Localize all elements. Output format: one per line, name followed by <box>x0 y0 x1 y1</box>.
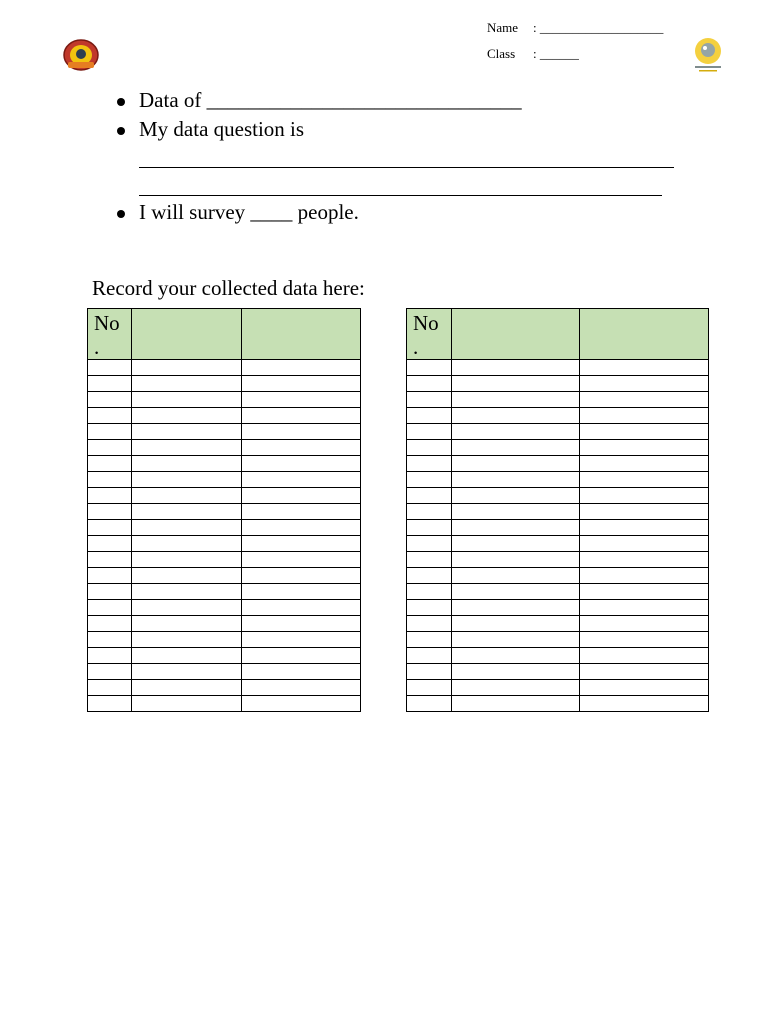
table-row <box>407 504 709 520</box>
table-cell[interactable] <box>580 376 709 392</box>
table-cell[interactable] <box>242 392 361 408</box>
table-cell[interactable] <box>452 552 580 568</box>
table-cell[interactable] <box>88 472 132 488</box>
table-row <box>88 440 361 456</box>
table-cell[interactable] <box>580 456 709 472</box>
table-cell[interactable] <box>580 568 709 584</box>
table-cell[interactable] <box>407 648 452 664</box>
table-cell[interactable] <box>452 664 580 680</box>
table-cell[interactable] <box>242 536 361 552</box>
table-row <box>88 408 361 424</box>
bullet-text: I will survey ____ people. <box>139 200 359 224</box>
table-cell[interactable] <box>407 584 452 600</box>
table-cell[interactable] <box>452 696 580 712</box>
table-row <box>88 696 361 712</box>
table-cell[interactable] <box>88 488 132 504</box>
table-cell[interactable] <box>242 504 361 520</box>
answer-line[interactable] <box>139 167 674 168</box>
table-cell[interactable] <box>242 456 361 472</box>
table-row <box>88 360 361 376</box>
table-cell[interactable] <box>452 520 580 536</box>
table-header-col2[interactable] <box>132 309 242 360</box>
table-cell[interactable] <box>580 664 709 680</box>
bullet-icon <box>117 127 125 135</box>
table-cell[interactable] <box>242 488 361 504</box>
table-cell[interactable] <box>407 520 452 536</box>
table-cell[interactable] <box>580 472 709 488</box>
table-cell[interactable] <box>580 488 709 504</box>
table-cell[interactable] <box>132 424 242 440</box>
table-row <box>88 488 361 504</box>
table-row <box>407 648 709 664</box>
table-cell[interactable] <box>580 648 709 664</box>
table-cell[interactable] <box>407 616 452 632</box>
table-cell[interactable] <box>580 552 709 568</box>
table-row <box>407 680 709 696</box>
table-cell[interactable] <box>452 616 580 632</box>
table-cell[interactable] <box>407 392 452 408</box>
table-cell[interactable] <box>132 664 242 680</box>
bullet-data-of <box>139 88 522 113</box>
table-row <box>88 552 361 568</box>
table-row <box>88 680 361 696</box>
table-cell[interactable] <box>580 424 709 440</box>
table-row <box>407 696 709 712</box>
table-cell[interactable] <box>132 616 242 632</box>
table-cell[interactable] <box>452 440 580 456</box>
table-cell[interactable] <box>452 488 580 504</box>
table-cell[interactable] <box>132 440 242 456</box>
table-cell[interactable] <box>242 648 361 664</box>
table-cell[interactable] <box>242 424 361 440</box>
table-cell[interactable] <box>88 456 132 472</box>
table-cell[interactable] <box>407 696 452 712</box>
table-cell[interactable] <box>88 696 132 712</box>
table-row <box>407 520 709 536</box>
table-row <box>88 472 361 488</box>
class-field[interactable] <box>487 46 579 62</box>
table-row <box>88 456 361 472</box>
table-cell[interactable] <box>132 488 242 504</box>
table-cell[interactable] <box>88 648 132 664</box>
table-cell[interactable] <box>407 552 452 568</box>
table-cell[interactable] <box>88 376 132 392</box>
table-cell[interactable] <box>452 408 580 424</box>
table-row <box>407 536 709 552</box>
table-cell[interactable] <box>132 632 242 648</box>
table-cell[interactable] <box>88 600 132 616</box>
table-row <box>407 584 709 600</box>
table-cell[interactable] <box>452 376 580 392</box>
table-cell[interactable] <box>242 520 361 536</box>
table-cell[interactable] <box>132 584 242 600</box>
table-header-row <box>407 309 709 360</box>
table-cell[interactable] <box>132 680 242 696</box>
answer-line[interactable] <box>139 195 662 196</box>
table-cell[interactable] <box>88 664 132 680</box>
table-cell[interactable] <box>132 392 242 408</box>
table-cell[interactable] <box>242 440 361 456</box>
table-cell[interactable] <box>580 680 709 696</box>
school-program-logo <box>690 36 726 74</box>
table-row <box>407 488 709 504</box>
table-cell[interactable] <box>580 600 709 616</box>
table-cell[interactable] <box>580 408 709 424</box>
table-cell[interactable] <box>88 392 132 408</box>
table-cell[interactable] <box>88 552 132 568</box>
table-row <box>407 568 709 584</box>
table-cell[interactable] <box>242 600 361 616</box>
school-crest-logo <box>62 38 100 72</box>
table-cell[interactable] <box>242 408 361 424</box>
table-cell[interactable] <box>407 408 452 424</box>
table-row <box>407 456 709 472</box>
table-cell[interactable] <box>452 360 580 376</box>
table-row <box>407 552 709 568</box>
name-label: Name <box>487 20 519 35</box>
table-row <box>88 600 361 616</box>
table-header-col3[interactable] <box>580 309 709 360</box>
table-cell[interactable] <box>242 568 361 584</box>
table-cell[interactable] <box>88 520 132 536</box>
table-cell[interactable] <box>407 632 452 648</box>
table-header-row <box>88 309 361 360</box>
table-cell[interactable] <box>452 504 580 520</box>
table-cell[interactable] <box>132 504 242 520</box>
table-cell[interactable] <box>452 392 580 408</box>
table-row <box>88 616 361 632</box>
table-cell[interactable] <box>407 568 452 584</box>
table-row <box>407 440 709 456</box>
table-cell[interactable] <box>580 392 709 408</box>
table-cell[interactable] <box>132 552 242 568</box>
table-cell[interactable] <box>132 568 242 584</box>
table-cell[interactable] <box>580 440 709 456</box>
table-cell[interactable] <box>452 536 580 552</box>
table-cell[interactable] <box>242 616 361 632</box>
table-cell[interactable] <box>407 680 452 696</box>
table-row <box>407 424 709 440</box>
table-cell[interactable] <box>452 648 580 664</box>
table-body-left <box>88 360 361 712</box>
table-cell[interactable] <box>452 424 580 440</box>
table-cell[interactable] <box>452 456 580 472</box>
table-cell[interactable] <box>242 376 361 392</box>
table-cell[interactable] <box>407 536 452 552</box>
data-table-right <box>406 308 709 712</box>
table-cell[interactable] <box>580 360 709 376</box>
table-cell[interactable] <box>88 632 132 648</box>
bullet-icon <box>117 98 125 106</box>
table-cell[interactable] <box>88 408 132 424</box>
table-row <box>88 376 361 392</box>
class-blank[interactable]: : ______ <box>533 46 579 61</box>
table-cell[interactable] <box>132 520 242 536</box>
table-cell[interactable] <box>132 456 242 472</box>
table-cell[interactable] <box>242 472 361 488</box>
class-label: Class <box>487 46 516 61</box>
table-row <box>407 360 709 376</box>
bullet-icon <box>117 210 125 218</box>
table-header-no <box>407 309 452 360</box>
table-row <box>407 408 709 424</box>
table-cell[interactable] <box>452 680 580 696</box>
table-cell[interactable] <box>580 632 709 648</box>
name-field[interactable] <box>487 20 663 36</box>
table-cell[interactable] <box>242 360 361 376</box>
table-cell[interactable] <box>132 376 242 392</box>
data-table-left <box>87 308 361 712</box>
table-cell[interactable] <box>88 536 132 552</box>
table-cell[interactable] <box>132 408 242 424</box>
table-cell[interactable] <box>407 600 452 616</box>
table-row <box>407 616 709 632</box>
table-cell[interactable] <box>452 584 580 600</box>
table-row <box>407 392 709 408</box>
bullet-data-question <box>139 117 304 142</box>
table-cell[interactable] <box>407 376 452 392</box>
table-cell[interactable] <box>407 504 452 520</box>
table-row <box>407 600 709 616</box>
table-body-right <box>407 360 709 712</box>
table-cell[interactable] <box>452 472 580 488</box>
table-cell[interactable] <box>242 664 361 680</box>
table-cell[interactable] <box>132 472 242 488</box>
table-cell[interactable] <box>407 440 452 456</box>
table-cell[interactable] <box>407 424 452 440</box>
table-cell[interactable] <box>242 632 361 648</box>
table-cell[interactable] <box>132 360 242 376</box>
table-cell[interactable] <box>407 488 452 504</box>
table-cell[interactable] <box>88 584 132 600</box>
table-row <box>88 584 361 600</box>
table-cell[interactable] <box>88 440 132 456</box>
table-row <box>88 632 361 648</box>
table-row <box>88 664 361 680</box>
table-row <box>88 568 361 584</box>
table-cell[interactable] <box>132 648 242 664</box>
table-row <box>407 376 709 392</box>
table-cell[interactable] <box>242 696 361 712</box>
record-title: Record your collected data here: <box>92 276 365 300</box>
table-cell[interactable] <box>88 424 132 440</box>
bullet-survey-count <box>139 200 359 225</box>
table-cell[interactable] <box>132 536 242 552</box>
table-row <box>407 472 709 488</box>
table-row <box>88 504 361 520</box>
table-row <box>407 664 709 680</box>
table-cell[interactable] <box>452 632 580 648</box>
table-header-col3[interactable] <box>242 309 361 360</box>
table-header-col2[interactable] <box>452 309 580 360</box>
table-cell[interactable] <box>88 680 132 696</box>
table-row <box>88 392 361 408</box>
table-cell[interactable] <box>132 600 242 616</box>
table-cell[interactable] <box>452 568 580 584</box>
table-row <box>88 536 361 552</box>
table-cell[interactable] <box>580 584 709 600</box>
table-row <box>88 520 361 536</box>
table-cell[interactable] <box>132 696 242 712</box>
bullet-text: My data question is <box>139 117 305 141</box>
table-cell[interactable] <box>580 696 709 712</box>
table-cell[interactable] <box>407 664 452 680</box>
table-cell[interactable] <box>407 472 452 488</box>
table-cell[interactable] <box>407 360 452 376</box>
table-cell[interactable] <box>580 616 709 632</box>
table-cell[interactable] <box>88 568 132 584</box>
table-cell[interactable] <box>580 504 709 520</box>
table-cell[interactable] <box>88 360 132 376</box>
table-cell[interactable] <box>580 520 709 536</box>
table-cell[interactable] <box>580 536 709 552</box>
table-cell[interactable] <box>242 584 361 600</box>
header-no-label: No . <box>413 311 439 359</box>
table-cell[interactable] <box>407 456 452 472</box>
table-header-no <box>88 309 132 360</box>
table-row <box>88 648 361 664</box>
table-cell[interactable] <box>242 552 361 568</box>
header-no-label: No . <box>94 311 120 359</box>
bullet-text: Data of ______________________________ <box>139 88 522 112</box>
table-cell[interactable] <box>452 600 580 616</box>
name-blank[interactable]: : ___________________ <box>533 20 664 35</box>
table-cell[interactable] <box>88 616 132 632</box>
table-cell[interactable] <box>88 504 132 520</box>
table-cell[interactable] <box>242 680 361 696</box>
table-row <box>407 632 709 648</box>
table-row <box>88 424 361 440</box>
